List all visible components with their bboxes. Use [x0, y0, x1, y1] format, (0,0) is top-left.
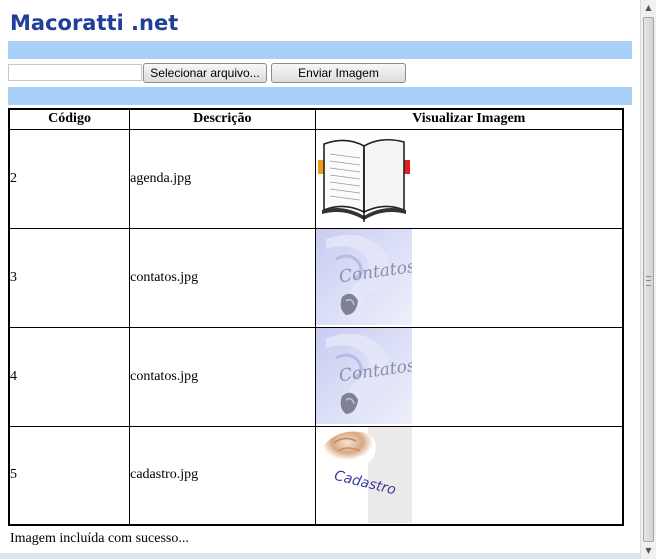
cell-image — [315, 129, 623, 228]
contatos-ear-image — [316, 328, 412, 424]
cell-code: 3 — [9, 228, 130, 327]
scroll-down-arrow-icon[interactable]: ▼ — [645, 546, 652, 555]
column-header-code: Código — [9, 109, 130, 129]
cell-image — [315, 426, 623, 525]
column-header-view-image: Visualizar Imagem — [315, 109, 623, 129]
send-image-button[interactable]: Enviar Imagem — [271, 63, 406, 83]
page-title: Macoratti .net — [10, 11, 179, 35]
vertical-scrollbar[interactable] — [640, 0, 656, 559]
scroll-up-arrow-icon[interactable]: ▲ — [645, 3, 652, 12]
cell-image — [315, 228, 623, 327]
cell-code: 5 — [9, 426, 130, 525]
agenda-notebook-image — [316, 130, 412, 226]
table-row — [9, 129, 623, 228]
status-message: Imagem incluída com sucesso... — [10, 531, 189, 546]
contatos-ear-image — [316, 229, 412, 325]
cell-description: cadastro.jpg — [130, 426, 315, 525]
cell-description: agenda.jpg — [130, 129, 315, 228]
scrollbar-thumb[interactable] — [643, 17, 654, 542]
images-table — [8, 108, 624, 526]
cell-image — [315, 327, 623, 426]
cadastro-hand-image — [316, 427, 412, 523]
table-row — [9, 228, 623, 327]
select-file-button[interactable]: Selecionar arquivo... — [143, 63, 267, 83]
cell-code: 2 — [9, 129, 130, 228]
column-header-description: Descrição — [130, 109, 315, 129]
header-band — [8, 41, 632, 59]
file-path-field[interactable] — [8, 64, 142, 81]
cell-description: contatos.jpg — [130, 327, 315, 426]
cell-code: 4 — [9, 327, 130, 426]
bottom-divider — [0, 553, 640, 559]
cell-description: contatos.jpg — [130, 228, 315, 327]
table-header-row — [9, 109, 623, 129]
table-row — [9, 426, 623, 525]
table-row — [9, 327, 623, 426]
section-band — [8, 87, 632, 105]
grip-icon — [646, 276, 651, 286]
